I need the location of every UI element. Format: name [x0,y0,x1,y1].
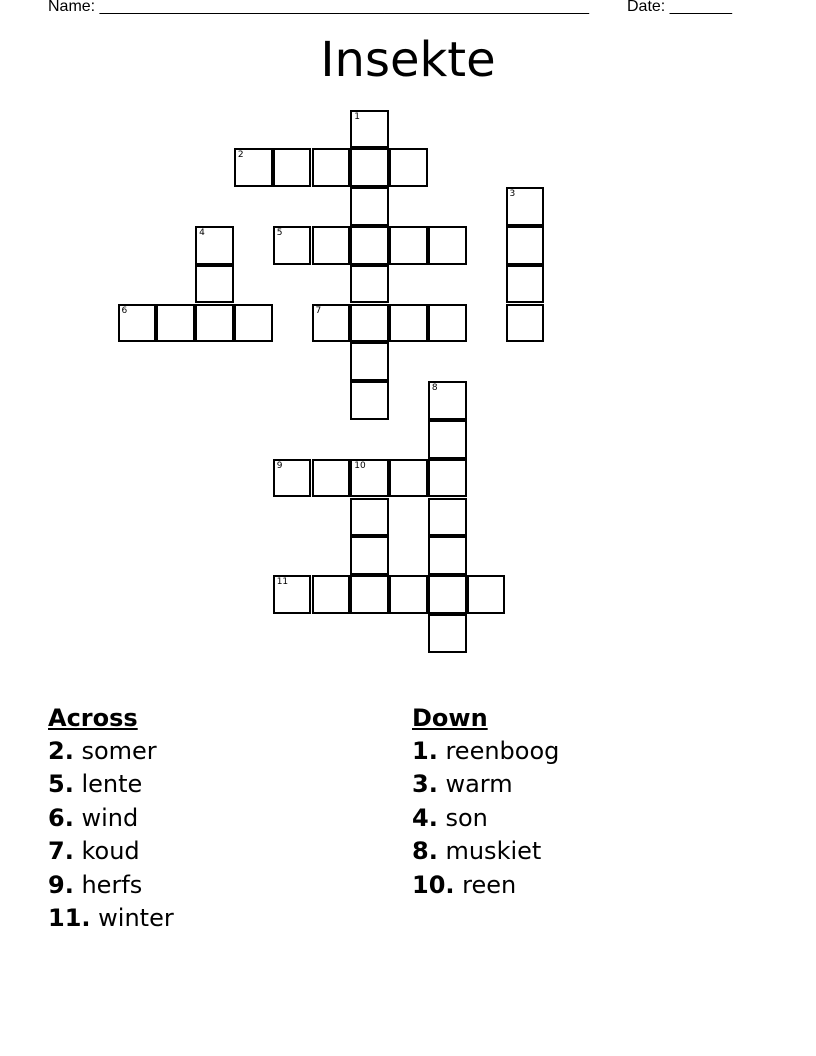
cell-number: 7 [315,305,322,316]
grid-cell[interactable] [350,265,389,304]
name-line[interactable]: Name: _______________________________________________________ [48,0,589,15]
cell-number: 10 [354,460,366,471]
grid-cell[interactable] [467,575,506,614]
clue-item [48,835,174,868]
clue-text: winter [98,904,174,933]
grid-cell[interactable] [428,381,467,420]
clue-number: 10. [412,870,455,899]
grid-cell[interactable] [195,265,234,304]
grid-cell[interactable] [506,187,545,226]
grid-cell[interactable] [350,381,389,420]
grid-cell[interactable] [428,536,467,575]
clue-number: 8. [412,837,438,866]
grid-cell[interactable] [312,575,351,614]
clue-text: reenboog [445,737,560,765]
cell-number: 4 [199,227,205,238]
grid-cell[interactable] [234,148,273,187]
grid-cell[interactable] [156,304,195,343]
grid-cell[interactable] [312,459,351,498]
grid-cell[interactable] [312,148,351,187]
grid-cell[interactable] [350,110,389,149]
clue-item [48,902,174,935]
clue-number: 4. [412,803,438,832]
grid-cell[interactable] [350,342,389,381]
grid-cell[interactable] [350,498,389,537]
clue-text: reen [462,870,517,899]
grid-cell[interactable] [350,148,389,187]
clue-item [48,735,174,768]
grid-cell[interactable] [428,614,467,653]
clue-number: 7. [48,837,74,866]
grid-cell[interactable] [506,304,545,343]
clue-item [48,869,174,902]
grid-cell[interactable] [273,148,312,187]
grid-cell[interactable] [389,575,428,614]
clue-item [412,735,559,768]
clue-text: koud [81,837,140,866]
cell-number: 5 [276,227,283,238]
grid-cell[interactable] [428,226,467,265]
date-line[interactable]: Date: _______ [627,0,732,15]
clue-item [412,768,559,801]
grid-cell[interactable] [506,265,545,304]
grid-cell[interactable] [273,226,312,265]
grid-cell[interactable] [312,304,351,343]
clue-text: son [445,803,488,832]
page-title: Insekte [320,32,496,88]
grid-cell[interactable] [350,575,389,614]
clue-number: 5. [48,770,74,799]
grid-cell[interactable] [195,304,234,343]
grid-cell[interactable] [389,148,428,187]
clue-text: muskiet [445,837,542,866]
grid-cell[interactable] [428,304,467,343]
cell-number: 9 [276,460,283,471]
clue-item [412,802,559,835]
grid-cell[interactable] [350,459,389,498]
cell-number: 8 [431,383,438,394]
grid-cell[interactable] [350,536,389,575]
clue-number: 3. [412,770,438,799]
clue-item [48,802,174,835]
clue-item [412,835,559,868]
down-heading: Down [412,704,488,732]
cell-number: 2 [237,150,244,161]
clue-number: 11. [48,904,91,933]
clue-text: wind [81,803,139,832]
grid-cell[interactable] [389,459,428,498]
grid-cell[interactable] [389,226,428,265]
across-clues [48,702,174,935]
grid-cell[interactable] [273,575,312,614]
down-clues [412,702,559,902]
clue-number: 1. [412,737,438,765]
cell-number: 1 [354,111,361,122]
cell-number: 6 [121,305,128,316]
clue-text: lente [81,770,143,799]
cell-number: 11 [276,577,289,588]
grid-cell[interactable] [428,459,467,498]
grid-cell[interactable] [506,226,545,265]
clue-item [412,869,559,902]
grid-cell[interactable] [118,304,157,343]
clue-number: 2. [48,737,74,765]
grid-cell[interactable] [195,226,234,265]
clue-text: warm [445,770,513,799]
grid-cell[interactable] [234,304,273,343]
clue-number: 6. [48,803,74,832]
clue-text: somer [81,737,157,765]
grid-cell[interactable] [350,226,389,265]
cell-number: 3 [509,189,516,200]
grid-cell[interactable] [428,498,467,537]
grid-cell[interactable] [350,187,389,226]
across-heading: Across [48,704,138,732]
grid-cell[interactable] [389,304,428,343]
grid-cell[interactable] [350,304,389,343]
clue-number: 9. [48,870,74,899]
clue-text: herfs [81,870,143,899]
grid-cell[interactable] [312,226,351,265]
grid-cell[interactable] [273,459,312,498]
grid-cell[interactable] [428,575,467,614]
clue-item [48,768,174,801]
grid-cell[interactable] [428,420,467,459]
